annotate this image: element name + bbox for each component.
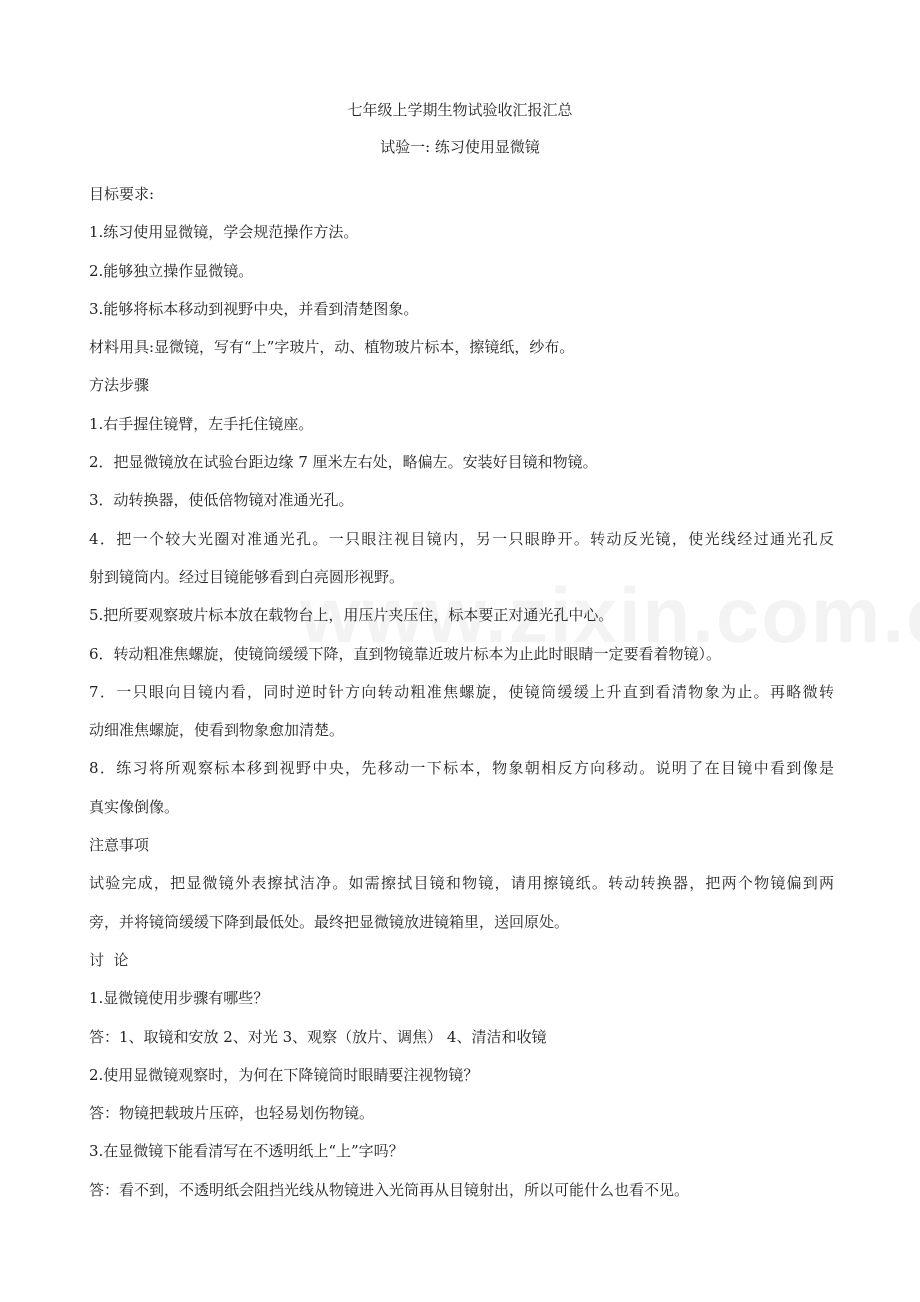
step-2: 2．把显微镜放在试验台距边缘 7 厘米左右处，略偏左。安装好目镜和物镜。 — [89, 453, 598, 472]
step-8-line-1: 8．练习将所观察标本移到视野中央，先移动一下标本，物象朝相反方向移动。说明了在目镜中看到像是 — [89, 759, 834, 778]
experiment-title: 试验一: 练习使用显微镜 — [380, 138, 540, 156]
question-2: 2.使用显微镜观察时，为何在下降镜筒时眼睛要注视物镜？ — [89, 1065, 479, 1084]
goal-item-2: 2.能够独立操作显微镜。 — [89, 261, 254, 280]
answer-2: 答：物镜把载玻片压碎，也轻易划伤物镜。 — [89, 1104, 375, 1123]
goal-item-1: 1.练习使用显微镜，学会规范操作方法。 — [89, 223, 359, 242]
step-4-line-1: 4．把一个较大光圈对准通光孔。一只眼注视目镜内，另一只眼睁开。转动反光镜，使光线经过通光孔反 — [89, 529, 834, 548]
section-heading-notes: 注意事项 — [89, 836, 150, 855]
document-title: 七年级上学期生物试验收汇报汇总 — [347, 101, 573, 119]
section-heading-discussion: 讨 论 — [89, 950, 129, 969]
step-4-line-2: 射到镜筒内。经过目镜能够看到白亮圆形视野。 — [89, 567, 405, 586]
document-body — [89, 175, 834, 1209]
goal-item-3: 3.能够将标本移动到视野中央，并看到清楚图象。 — [89, 299, 419, 318]
step-1: 1.右手握住镜臂，左手托住镜座。 — [89, 414, 314, 433]
step-5: 5.把所要观察玻片标本放在载物台上，用压片夹压住，标本要正对通光孔中心。 — [89, 606, 614, 625]
step-7-line-2: 动细准焦螺旋，使看到物象愈加清楚。 — [89, 721, 345, 740]
materials-line: 材料用具:显微镜，写有“上”字玻片，动、植物玻片标本，擦镜纸，纱布。 — [89, 338, 575, 357]
step-3: 3．动转换器，使低倍物镜对准通光孔。 — [89, 491, 354, 510]
section-heading-goals: 目标要求: — [89, 185, 155, 203]
step-7-line-1: 7．一只眼向目镜内看，同时逆时针方向转动粗准焦螺旋，使镜筒缓缓上升直到看清物象为止。再略微转 — [89, 682, 834, 701]
notes-line-2: 旁，并将镜筒缓缓下降到最低处。最终把显微镜放进镜箱里，送回原处。 — [89, 912, 570, 931]
answer-1: 答：1、取镜和安放 2、对光 3、观察（放片、调焦） 4、清洁和收镜 — [89, 1027, 547, 1046]
question-1: 1.显微镜使用步骤有哪些？ — [89, 989, 269, 1008]
section-heading-steps: 方法步骤 — [89, 376, 150, 395]
answer-3: 答：看不到，不透明纸会阻挡光线从物镜进入光筒再从目镜射出，所以可能什么也看不见。 — [89, 1180, 690, 1199]
step-6: 6．转动粗准焦螺旋，使镜筒缓缓下降，直到物镜靠近玻片标本为止此时眼睛一定要看着物镜）。 — [89, 644, 722, 663]
step-8-line-2: 真实像倒像。 — [89, 797, 180, 816]
question-3: 3.在显微镜下能看清写在不透明纸上“上”字吗？ — [89, 1142, 404, 1161]
notes-line-1: 试验完成，把显微镜外表擦拭洁净。如需擦拭目镜和物镜，请用擦镜纸。转动转换器，把两个物镜偏到两 — [89, 874, 834, 893]
